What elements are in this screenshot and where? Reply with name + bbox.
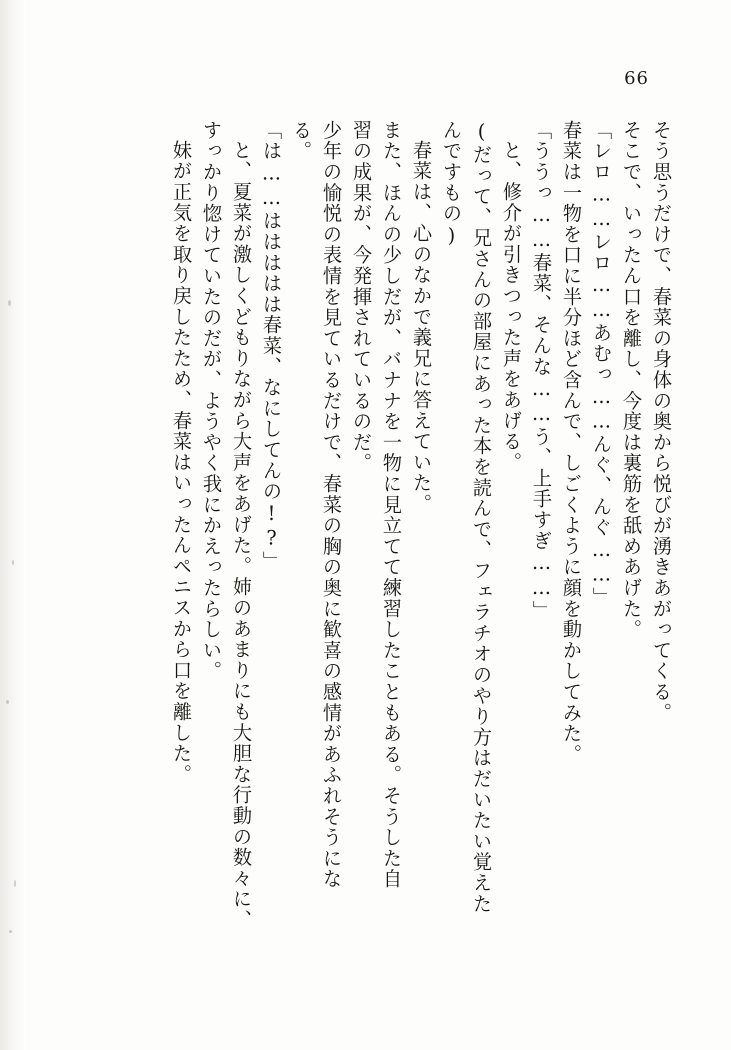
page-number: 66 <box>624 68 649 89</box>
text-line: る。 <box>290 120 313 162</box>
text-line: 春菜は、心のなかで義兄に答えていた。 <box>410 140 433 515</box>
text-line: また、ほんの少しだが、バナナを一物に見立てて練習したこともある。そうした自 <box>380 120 403 890</box>
vertical-text-body <box>60 120 671 970</box>
paper-speck <box>6 700 9 704</box>
text-line: 妹が正気を取り戻したため、春菜はいったんペニスから口を離した。 <box>170 140 193 785</box>
paper-speck <box>12 560 14 565</box>
text-line: 「は……ははははは春菜、なにしてんの!?」 <box>260 120 283 572</box>
paper-speck <box>8 300 11 306</box>
paper-speck <box>14 880 16 887</box>
text-line: そこで、いったん口を離し、今度は裏筋を舐めあげた。 <box>620 120 643 640</box>
text-line: 「レロ……レロ……あむっ……んぐ、んぐ……」 <box>590 120 613 608</box>
text-line: (だって、兄さんの部屋にあった本を読んで、フェラチオのやり方はだいたい覚えた <box>470 120 493 915</box>
text-line: すっかり惚けていたのだが、ようやく我にかえったらしい。 <box>200 120 223 682</box>
text-line: 少年の愉悦の表情を見ているだけで、春菜の胸の奥に歓喜の感情があふれそうにな <box>320 120 343 890</box>
text-line: そう思うだけで、春菜の身体の奥から悦びが湧きあがってくる。 <box>650 120 673 724</box>
paper-speck <box>9 930 12 933</box>
text-line: と、夏菜が激しくどもりながら大声をあげた。姉のあまりにも大胆な行動の数々に、 <box>230 140 253 931</box>
page-gutter-shading <box>0 0 26 1050</box>
text-line: と、修介が引きつった声をあげる。 <box>500 140 523 473</box>
text-line: 春菜は一物を口に半分ほど含んで、しごくように顔を動かしてみた。 <box>560 120 583 765</box>
text-line: んですもの) <box>440 120 463 249</box>
text-line: 「ううっ……春菜、そんな……う、上手すぎ……」 <box>530 120 553 622</box>
text-line: 習の成果が、今発揮されているのだ。 <box>350 120 373 474</box>
